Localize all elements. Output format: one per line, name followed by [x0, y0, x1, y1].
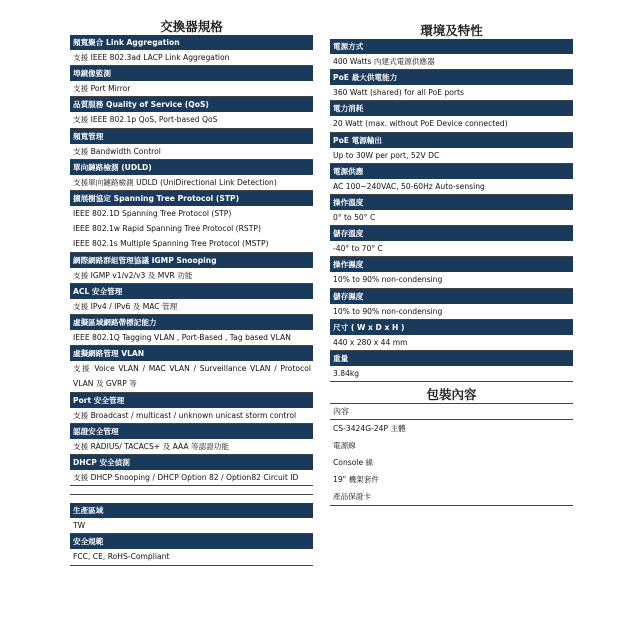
spec-line: 400 Watts 內建式電源供應器	[330, 54, 573, 70]
section-header: 安全規範	[70, 534, 313, 549]
spec-line: TW	[70, 518, 313, 534]
section-header: 頻寬聚合 Link Aggregation	[70, 35, 313, 50]
spec-line: 支援 IEEE 802.1p QoS, Port-based QoS	[70, 112, 313, 128]
package-item: 19" 機架套件	[333, 475, 379, 485]
section-header: 頻寬管理	[70, 129, 313, 144]
section-header: 尺寸 ( W x D x H )	[330, 320, 573, 335]
package-header: 內容	[330, 403, 573, 420]
package-item: Console 線	[333, 458, 374, 468]
package-item: 產品保證卡	[330, 488, 573, 506]
section-header: 虛擬區域網路帶標記能力	[70, 315, 313, 330]
section-header: 儲存溫度	[330, 226, 573, 241]
spec-line: 支援 Broadcast / multicast / unknown unicast storm control	[70, 408, 313, 424]
spec-line: -40° to 70° C	[330, 241, 573, 257]
section-header: 品質服務 Quality of Service (QoS)	[70, 97, 313, 112]
section-header: 埠鏡像監測	[70, 66, 313, 81]
section-header: Port 安全管理	[70, 393, 313, 408]
spec-line: 支援 RADIUS/ TACACS+ 及 AAA 等認證功能	[70, 439, 313, 455]
section-header: 生產區域	[70, 503, 313, 518]
spec-line: 360 Watt (shared) for all PoE ports	[330, 85, 573, 101]
spec-line: 支援 IPv4 / IPv6 及 MAC 管理	[70, 299, 313, 315]
spec-line: 支援 IEEE 802.3ad LACP Link Aggregation	[70, 50, 313, 66]
section-header: 操作濕度	[330, 257, 573, 272]
spec-line: 支援 DHCP Snooping / DHCP Option 82 / Option82 Circuit ID	[70, 470, 313, 486]
spec-line: FCC, CE, RoHS-Compliant	[70, 549, 313, 565]
section-header: 儲存濕度	[330, 289, 573, 304]
section-header: 擴展樹協定 Spanning Tree Protocol (STP)	[70, 191, 313, 206]
spec-line: 0° to 50° C	[330, 210, 573, 226]
section-header: PoE 最大供電能力	[330, 70, 573, 85]
spec-line: IEEE 802.1Q Tagging VLAN , Port-Based , Tag based VLAN	[70, 330, 313, 346]
environment-spec-title: 環境及特性	[420, 23, 483, 38]
spec-line: 20 Watt (max. without PoE Device connected)	[330, 116, 573, 132]
section-header: 操作溫度	[330, 195, 573, 210]
spec-line: 支援 IGMP v1/v2/v3 及 MVR 功能	[70, 268, 313, 284]
spec-line: 支援 Bandwidth Control	[70, 144, 313, 160]
spec-line: 支援單向鏈路檢測 UDLD (UniDirectional Link Detection)	[70, 175, 313, 191]
section-header: ACL 安全管理	[70, 284, 313, 299]
spec-line: IEEE 802.1s Multiple Spanning Tree Protocol (MSTP)	[70, 236, 313, 252]
section-header: 電源方式	[330, 39, 573, 54]
switch-spec-column	[70, 18, 313, 566]
section-header: 電力消耗	[330, 101, 573, 116]
spec-line: 支援 Voice VLAN / MAC VLAN / Surveillance VLAN / Protocol VLAN 及 GVRP 等	[70, 361, 313, 392]
spec-line: 10% to 90% non-condensing	[330, 304, 573, 320]
spec-line: 支援 Port Mirror	[70, 81, 313, 97]
package-item: CS-3424G-24P 主體	[333, 424, 406, 434]
environment-spec-column	[330, 22, 573, 506]
spacer	[70, 495, 313, 503]
spec-line: Up to 30W per port, 52V DC	[330, 148, 573, 164]
section-header: 重量	[330, 351, 573, 366]
section-header: 單向鏈路檢測 (UDLD)	[70, 160, 313, 175]
spec-line: 440 x 280 x 44 mm	[330, 335, 573, 351]
section-header: PoE 電源輸出	[330, 133, 573, 148]
spec-line: AC 100~240VAC, 50-60Hz Auto-sensing	[330, 179, 573, 195]
spec-line: 10% to 90% non-condensing	[330, 272, 573, 288]
section-header: DHCP 安全偵測	[70, 455, 313, 470]
section-header: 電源供應	[330, 164, 573, 179]
spec-line: IEEE 802.1w Rapid Spanning Tree Protocol (RSTP)	[73, 224, 261, 234]
section-header: 網際網路群組管理協議 IGMP Snooping	[70, 253, 313, 268]
switch-spec-title: 交換器規格	[160, 19, 223, 34]
package-item: 電源線	[333, 441, 356, 451]
section-divider	[70, 486, 313, 495]
spec-line: 3.84kg	[330, 366, 573, 382]
section-header: 虛擬網路管理 VLAN	[70, 346, 313, 361]
package-contents-title: 包裝內容	[426, 387, 477, 403]
spec-line: IEEE 802.1D Spanning Tree Protocol (STP)	[73, 209, 232, 219]
section-header: 認證安全管理	[70, 424, 313, 439]
